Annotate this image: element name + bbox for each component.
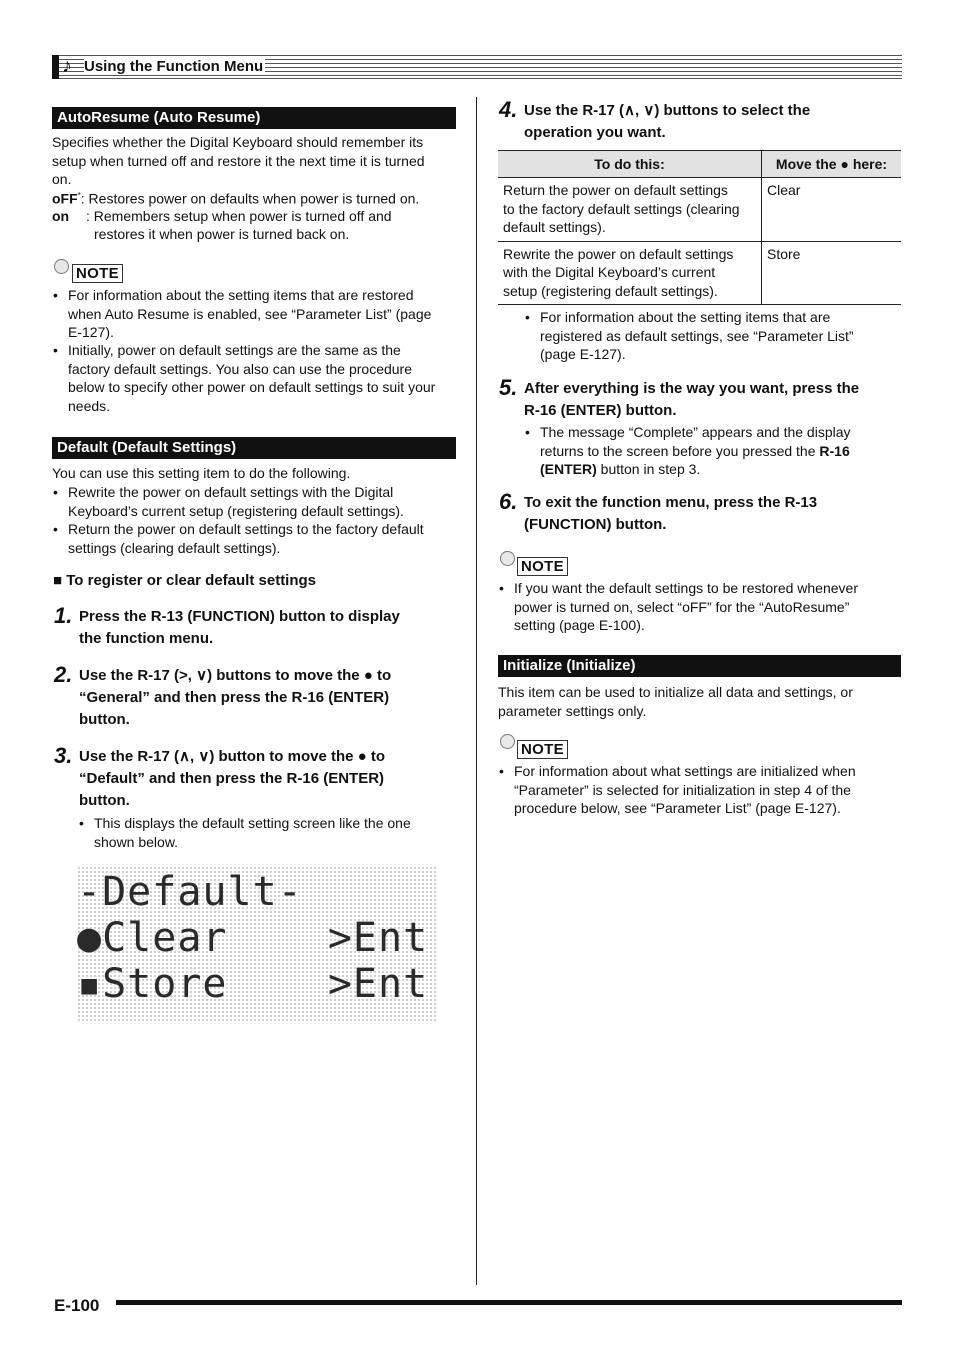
footer-rule — [116, 1300, 902, 1305]
step5-bullet: • The message “Complete” appears and the display returns to the screen before you pressed the R-16 (ENTER) button in step 3. — [525, 423, 918, 479]
note-bullet: • For information about the setting items that are restored when Auto Resume is enabled, see “Parameter List” (page E-127). — [53, 286, 473, 342]
table-header: To do this: — [498, 151, 762, 178]
option-off: oFF*: Restores power on defaults when power is turned on. — [52, 190, 420, 207]
table-note-bullet: • For information about the setting items that are registered as default settings, see “Parameter List” (page E-127). — [525, 308, 918, 364]
default-bullet: • Rewrite the power on default settings with the Digital Keyboard’s current setup (registering default settings). — [53, 483, 473, 520]
procedure-subheading: ■ To register or clear default settings — [53, 572, 317, 589]
page-number: E-100 — [54, 1296, 100, 1315]
step-text: Press the R-13 (FUNCTION) button to display the function menu. — [79, 608, 400, 647]
lcd-line-1: -Default- — [77, 869, 303, 915]
note-icon — [500, 551, 515, 566]
default-intro: You can use this setting item to do the following. — [52, 465, 351, 481]
step-number: 1. — [54, 603, 73, 628]
note-bullet: • For information about what settings are initialized when “Parameter” is selected for initialization in step 4 of the procedure below, see “Parameter List” (page E-127). — [499, 762, 917, 818]
step-number: 5. — [499, 375, 518, 400]
step-text: Use the R-17 (∧, ∨) buttons to select the operation you want. — [524, 102, 811, 141]
table-header: Move the ● here: — [762, 151, 902, 178]
step-number: 3. — [54, 743, 73, 768]
step-number: 6. — [499, 489, 518, 514]
option-on-key: on — [52, 208, 70, 224]
step-text: Use the R-17 (∧, ∨) button to move the ● to “Default” and then press the R-16 (ENTER) button. — [79, 748, 386, 809]
note-label: NOTE — [517, 557, 568, 576]
default-bullet: • Return the power on default settings to the factory default settings (clearing default settings). — [53, 520, 473, 557]
lcd-line-3: ▪Store >Ent — [77, 961, 429, 1007]
operations-table — [498, 150, 901, 305]
step3-bullet: • This displays the default setting screen like the one shown below. — [79, 814, 472, 851]
lcd-display — [77, 866, 438, 1022]
step-text: After everything is the way you want, press the R-16 (ENTER) button. — [524, 380, 860, 419]
column-divider — [476, 97, 477, 1285]
note-label: NOTE — [517, 740, 568, 759]
autoresume-description: Specifies whether the Digital Keyboard should remember its setup when turned off and restore it the next time it is turned on. — [52, 134, 425, 187]
option-on-text1: : Remembers setup when power is turned off and — [86, 208, 392, 224]
note-bullet: • Initially, power on default settings are the same as the factory default settings. You also can use the procedure below to specify other power on default settings to suit your needs. — [53, 341, 473, 415]
note-icon — [500, 734, 515, 749]
table-row: Return the power on default settings to the factory default settings (clearing default settings). Clear — [498, 178, 901, 242]
initialize-heading: Initialize (Initialize) — [498, 655, 901, 677]
note-icon — [54, 259, 69, 274]
step-text: To exit the function menu, press the R-13 (FUNCTION) button. — [524, 494, 818, 533]
music-note-icon: ♪ — [62, 55, 72, 77]
initialize-description: This item can be used to initialize all data and settings, or parameter settings only. — [498, 684, 853, 719]
note-bullet: • If you want the default settings to be restored whenever power is turned on, select “oFF” for the “AutoResume” setting (page E-100). — [499, 579, 917, 635]
header-marker — [52, 55, 59, 79]
table-row: Rewrite the power on default settings with the Digital Keyboard’s current setup (registering default settings). Store — [498, 241, 901, 305]
lcd-line-2: ●Clear >Ent — [77, 915, 429, 961]
autoresume-heading: AutoResume (Auto Resume) — [52, 107, 456, 129]
header-title: Using the Function Menu — [84, 58, 264, 75]
step-number: 4. — [499, 97, 518, 122]
step-number: 2. — [54, 662, 73, 687]
option-on-text2: restores it when power is turned back on. — [94, 226, 350, 242]
step-text: Use the R-17 (>, ∨) buttons to move the ● to “General” and then press the R-16 (ENTER) button. — [79, 667, 392, 728]
default-heading: Default (Default Settings) — [52, 437, 456, 459]
note-label: NOTE — [72, 264, 123, 283]
